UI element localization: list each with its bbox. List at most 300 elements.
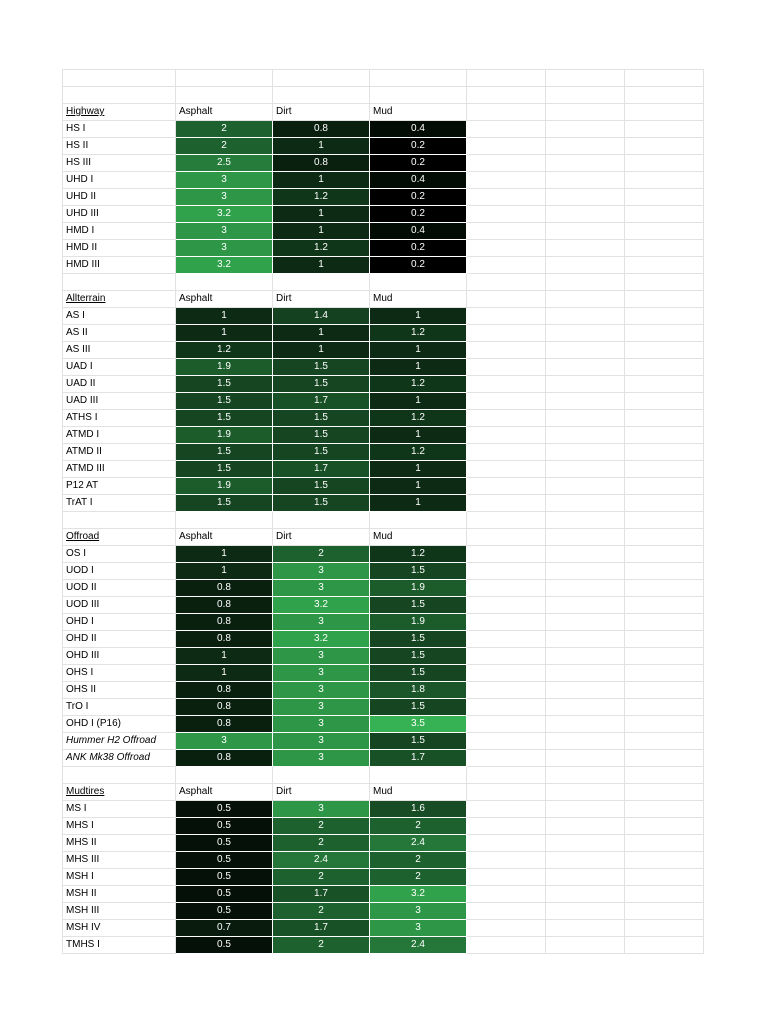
- tire-name[interactable]: OHS II: [63, 682, 176, 699]
- empty-cell[interactable]: [625, 835, 704, 852]
- asphalt-value[interactable]: 0.8: [176, 699, 273, 716]
- empty-cell[interactable]: [467, 478, 546, 495]
- empty-cell[interactable]: [546, 87, 625, 104]
- empty-cell[interactable]: [467, 393, 546, 410]
- tire-name[interactable]: MHS I: [63, 818, 176, 835]
- asphalt-value[interactable]: 0.5: [176, 869, 273, 886]
- asphalt-value[interactable]: 1: [176, 325, 273, 342]
- empty-cell[interactable]: [625, 104, 704, 121]
- dirt-value[interactable]: 3: [273, 801, 370, 818]
- empty-cell[interactable]: [546, 393, 625, 410]
- empty-cell[interactable]: [467, 529, 546, 546]
- mud-value[interactable]: 1.5: [370, 699, 467, 716]
- asphalt-value[interactable]: 1.5: [176, 495, 273, 512]
- empty-cell[interactable]: [625, 206, 704, 223]
- column-header-dirt[interactable]: Dirt: [273, 104, 370, 121]
- tire-name[interactable]: UHD II: [63, 189, 176, 206]
- empty-cell[interactable]: [546, 597, 625, 614]
- empty-cell[interactable]: [625, 257, 704, 274]
- mud-value[interactable]: 1.5: [370, 631, 467, 648]
- asphalt-value[interactable]: 1.9: [176, 427, 273, 444]
- empty-cell[interactable]: [467, 563, 546, 580]
- empty-cell[interactable]: [467, 121, 546, 138]
- mud-value[interactable]: 1.8: [370, 682, 467, 699]
- tire-name[interactable]: TMHS I: [63, 937, 176, 954]
- empty-cell[interactable]: [625, 597, 704, 614]
- tire-name[interactable]: ATHS I: [63, 410, 176, 427]
- empty-cell[interactable]: [625, 818, 704, 835]
- mud-value[interactable]: 1.2: [370, 376, 467, 393]
- dirt-value[interactable]: 3: [273, 563, 370, 580]
- empty-cell[interactable]: [467, 937, 546, 954]
- tire-name[interactable]: ATMD II: [63, 444, 176, 461]
- mud-value[interactable]: 1.5: [370, 597, 467, 614]
- empty-cell[interactable]: [546, 240, 625, 257]
- asphalt-value[interactable]: 3: [176, 733, 273, 750]
- dirt-value[interactable]: 2: [273, 869, 370, 886]
- dirt-value[interactable]: 1.5: [273, 495, 370, 512]
- tire-name[interactable]: HS I: [63, 121, 176, 138]
- empty-cell[interactable]: [273, 87, 370, 104]
- empty-cell[interactable]: [625, 342, 704, 359]
- empty-cell[interactable]: [546, 104, 625, 121]
- tire-name[interactable]: AS I: [63, 308, 176, 325]
- empty-cell[interactable]: [625, 410, 704, 427]
- dirt-value[interactable]: 1: [273, 138, 370, 155]
- empty-cell[interactable]: [546, 274, 625, 291]
- dirt-value[interactable]: 1.5: [273, 444, 370, 461]
- mud-value[interactable]: 0.4: [370, 223, 467, 240]
- empty-cell[interactable]: [467, 546, 546, 563]
- empty-cell[interactable]: [625, 648, 704, 665]
- empty-cell[interactable]: [546, 631, 625, 648]
- section-title[interactable]: Offroad: [63, 529, 176, 546]
- empty-cell[interactable]: [546, 308, 625, 325]
- empty-cell[interactable]: [625, 886, 704, 903]
- empty-cell[interactable]: [63, 274, 176, 291]
- tire-name[interactable]: OHD I: [63, 614, 176, 631]
- dirt-value[interactable]: 2: [273, 937, 370, 954]
- empty-cell[interactable]: [625, 461, 704, 478]
- empty-cell[interactable]: [546, 121, 625, 138]
- asphalt-value[interactable]: 1.5: [176, 444, 273, 461]
- empty-cell[interactable]: [467, 359, 546, 376]
- empty-cell[interactable]: [63, 512, 176, 529]
- empty-cell[interactable]: [546, 869, 625, 886]
- empty-cell[interactable]: [625, 189, 704, 206]
- empty-cell[interactable]: [625, 223, 704, 240]
- mud-value[interactable]: 1: [370, 342, 467, 359]
- dirt-value[interactable]: 1.7: [273, 461, 370, 478]
- empty-cell[interactable]: [467, 665, 546, 682]
- empty-cell[interactable]: [625, 138, 704, 155]
- dirt-value[interactable]: 1: [273, 342, 370, 359]
- mud-value[interactable]: 3.2: [370, 886, 467, 903]
- tire-name[interactable]: TrO I: [63, 699, 176, 716]
- column-header-mud[interactable]: Mud: [370, 784, 467, 801]
- mud-value[interactable]: 2.4: [370, 937, 467, 954]
- section-title[interactable]: Highway: [63, 104, 176, 121]
- dirt-value[interactable]: 1.2: [273, 189, 370, 206]
- empty-cell[interactable]: [546, 478, 625, 495]
- empty-cell[interactable]: [546, 461, 625, 478]
- dirt-value[interactable]: 2: [273, 546, 370, 563]
- asphalt-value[interactable]: 0.5: [176, 852, 273, 869]
- tire-name[interactable]: OHS I: [63, 665, 176, 682]
- empty-cell[interactable]: [625, 716, 704, 733]
- mud-value[interactable]: 0.2: [370, 189, 467, 206]
- tire-name[interactable]: OHD II: [63, 631, 176, 648]
- asphalt-value[interactable]: 2: [176, 138, 273, 155]
- empty-cell[interactable]: [467, 580, 546, 597]
- mud-value[interactable]: 1.5: [370, 665, 467, 682]
- asphalt-value[interactable]: 3: [176, 172, 273, 189]
- dirt-value[interactable]: 1.7: [273, 920, 370, 937]
- tire-name[interactable]: MHS III: [63, 852, 176, 869]
- mud-value[interactable]: 0.2: [370, 138, 467, 155]
- empty-cell[interactable]: [63, 70, 176, 87]
- empty-cell[interactable]: [370, 70, 467, 87]
- asphalt-value[interactable]: 1: [176, 648, 273, 665]
- empty-cell[interactable]: [467, 597, 546, 614]
- tire-name[interactable]: Hummer H2 Offroad: [63, 733, 176, 750]
- column-header-mud[interactable]: Mud: [370, 291, 467, 308]
- dirt-value[interactable]: 1.7: [273, 886, 370, 903]
- empty-cell[interactable]: [546, 529, 625, 546]
- tire-name[interactable]: HS III: [63, 155, 176, 172]
- tire-name[interactable]: UAD II: [63, 376, 176, 393]
- empty-cell[interactable]: [546, 512, 625, 529]
- empty-cell[interactable]: [546, 665, 625, 682]
- asphalt-value[interactable]: 1.5: [176, 410, 273, 427]
- dirt-value[interactable]: 3.2: [273, 597, 370, 614]
- empty-cell[interactable]: [467, 342, 546, 359]
- dirt-value[interactable]: 1: [273, 325, 370, 342]
- empty-cell[interactable]: [467, 444, 546, 461]
- mud-value[interactable]: 1: [370, 495, 467, 512]
- mud-value[interactable]: 1.5: [370, 563, 467, 580]
- empty-cell[interactable]: [467, 70, 546, 87]
- tire-name[interactable]: UAD I: [63, 359, 176, 376]
- tire-name[interactable]: ANK Mk38 Offroad: [63, 750, 176, 767]
- empty-cell[interactable]: [625, 359, 704, 376]
- mud-value[interactable]: 1: [370, 461, 467, 478]
- empty-cell[interactable]: [176, 767, 273, 784]
- asphalt-value[interactable]: 2.5: [176, 155, 273, 172]
- tire-name[interactable]: HMD III: [63, 257, 176, 274]
- dirt-value[interactable]: 3: [273, 699, 370, 716]
- empty-cell[interactable]: [467, 206, 546, 223]
- empty-cell[interactable]: [467, 291, 546, 308]
- mud-value[interactable]: 2.4: [370, 835, 467, 852]
- dirt-value[interactable]: 3: [273, 750, 370, 767]
- dirt-value[interactable]: 3.2: [273, 631, 370, 648]
- tire-name[interactable]: HMD I: [63, 223, 176, 240]
- empty-cell[interactable]: [467, 682, 546, 699]
- empty-cell[interactable]: [273, 512, 370, 529]
- mud-value[interactable]: 1.2: [370, 410, 467, 427]
- empty-cell[interactable]: [467, 614, 546, 631]
- empty-cell[interactable]: [625, 478, 704, 495]
- asphalt-value[interactable]: 0.8: [176, 716, 273, 733]
- tire-name[interactable]: AS III: [63, 342, 176, 359]
- empty-cell[interactable]: [273, 767, 370, 784]
- mud-value[interactable]: 0.2: [370, 257, 467, 274]
- column-header-dirt[interactable]: Dirt: [273, 784, 370, 801]
- tire-name[interactable]: HMD II: [63, 240, 176, 257]
- empty-cell[interactable]: [546, 886, 625, 903]
- tire-name[interactable]: AS II: [63, 325, 176, 342]
- empty-cell[interactable]: [467, 801, 546, 818]
- empty-cell[interactable]: [63, 767, 176, 784]
- empty-cell[interactable]: [625, 665, 704, 682]
- tire-name[interactable]: P12 AT: [63, 478, 176, 495]
- asphalt-value[interactable]: 0.5: [176, 937, 273, 954]
- tire-name[interactable]: UOD III: [63, 597, 176, 614]
- empty-cell[interactable]: [176, 512, 273, 529]
- empty-cell[interactable]: [625, 121, 704, 138]
- empty-cell[interactable]: [546, 359, 625, 376]
- asphalt-value[interactable]: 0.8: [176, 631, 273, 648]
- dirt-value[interactable]: 1.5: [273, 410, 370, 427]
- asphalt-value[interactable]: 1.9: [176, 359, 273, 376]
- empty-cell[interactable]: [546, 376, 625, 393]
- empty-cell[interactable]: [467, 87, 546, 104]
- empty-cell[interactable]: [467, 410, 546, 427]
- empty-cell[interactable]: [546, 801, 625, 818]
- dirt-value[interactable]: 1.5: [273, 478, 370, 495]
- dirt-value[interactable]: 3: [273, 648, 370, 665]
- dirt-value[interactable]: 1.5: [273, 376, 370, 393]
- tire-name[interactable]: OHD III: [63, 648, 176, 665]
- mud-value[interactable]: 1.9: [370, 614, 467, 631]
- empty-cell[interactable]: [546, 733, 625, 750]
- dirt-value[interactable]: 1.2: [273, 240, 370, 257]
- asphalt-value[interactable]: 0.8: [176, 682, 273, 699]
- tire-name[interactable]: MSH III: [63, 903, 176, 920]
- tire-name[interactable]: HS II: [63, 138, 176, 155]
- empty-cell[interactable]: [625, 801, 704, 818]
- empty-cell[interactable]: [467, 869, 546, 886]
- asphalt-value[interactable]: 0.5: [176, 801, 273, 818]
- dirt-value[interactable]: 1: [273, 206, 370, 223]
- empty-cell[interactable]: [625, 376, 704, 393]
- empty-cell[interactable]: [625, 784, 704, 801]
- mud-value[interactable]: 3: [370, 903, 467, 920]
- empty-cell[interactable]: [370, 512, 467, 529]
- empty-cell[interactable]: [467, 852, 546, 869]
- empty-cell[interactable]: [625, 699, 704, 716]
- empty-cell[interactable]: [546, 614, 625, 631]
- mud-value[interactable]: 1: [370, 478, 467, 495]
- empty-cell[interactable]: [467, 325, 546, 342]
- empty-cell[interactable]: [176, 70, 273, 87]
- asphalt-value[interactable]: 1: [176, 546, 273, 563]
- empty-cell[interactable]: [625, 172, 704, 189]
- dirt-value[interactable]: 1.5: [273, 427, 370, 444]
- mud-value[interactable]: 1.2: [370, 325, 467, 342]
- asphalt-value[interactable]: 0.8: [176, 750, 273, 767]
- tire-name[interactable]: ATMD III: [63, 461, 176, 478]
- empty-cell[interactable]: [467, 835, 546, 852]
- empty-cell[interactable]: [546, 427, 625, 444]
- empty-cell[interactable]: [467, 376, 546, 393]
- asphalt-value[interactable]: 1.5: [176, 393, 273, 410]
- section-title[interactable]: Mudtires: [63, 784, 176, 801]
- empty-cell[interactable]: [546, 189, 625, 206]
- empty-cell[interactable]: [467, 138, 546, 155]
- mud-value[interactable]: 0.4: [370, 121, 467, 138]
- empty-cell[interactable]: [370, 274, 467, 291]
- asphalt-value[interactable]: 2: [176, 121, 273, 138]
- asphalt-value[interactable]: 1: [176, 665, 273, 682]
- empty-cell[interactable]: [467, 631, 546, 648]
- empty-cell[interactable]: [546, 784, 625, 801]
- asphalt-value[interactable]: 3: [176, 189, 273, 206]
- column-header-asphalt[interactable]: Asphalt: [176, 291, 273, 308]
- mud-value[interactable]: 1.5: [370, 648, 467, 665]
- empty-cell[interactable]: [467, 903, 546, 920]
- tire-name[interactable]: UAD III: [63, 393, 176, 410]
- tire-name[interactable]: MSH II: [63, 886, 176, 903]
- asphalt-value[interactable]: 1: [176, 563, 273, 580]
- tire-name[interactable]: TrAT I: [63, 495, 176, 512]
- empty-cell[interactable]: [467, 427, 546, 444]
- empty-cell[interactable]: [467, 274, 546, 291]
- empty-cell[interactable]: [625, 733, 704, 750]
- empty-cell[interactable]: [546, 172, 625, 189]
- empty-cell[interactable]: [625, 240, 704, 257]
- empty-cell[interactable]: [625, 631, 704, 648]
- empty-cell[interactable]: [625, 274, 704, 291]
- asphalt-value[interactable]: 3.2: [176, 206, 273, 223]
- empty-cell[interactable]: [467, 223, 546, 240]
- mud-value[interactable]: 1.2: [370, 444, 467, 461]
- asphalt-value[interactable]: 0.5: [176, 818, 273, 835]
- empty-cell[interactable]: [625, 155, 704, 172]
- empty-cell[interactable]: [625, 393, 704, 410]
- empty-cell[interactable]: [546, 155, 625, 172]
- empty-cell[interactable]: [467, 461, 546, 478]
- mud-value[interactable]: 2: [370, 869, 467, 886]
- empty-cell[interactable]: [546, 920, 625, 937]
- empty-cell[interactable]: [546, 580, 625, 597]
- mud-value[interactable]: 2: [370, 818, 467, 835]
- mud-value[interactable]: 1.5: [370, 733, 467, 750]
- dirt-value[interactable]: 3: [273, 716, 370, 733]
- dirt-value[interactable]: 3: [273, 580, 370, 597]
- tire-name[interactable]: MSH I: [63, 869, 176, 886]
- empty-cell[interactable]: [546, 767, 625, 784]
- column-header-asphalt[interactable]: Asphalt: [176, 104, 273, 121]
- asphalt-value[interactable]: 0.8: [176, 614, 273, 631]
- empty-cell[interactable]: [546, 750, 625, 767]
- mud-value[interactable]: 0.2: [370, 206, 467, 223]
- asphalt-value[interactable]: 0.7: [176, 920, 273, 937]
- mud-value[interactable]: 0.2: [370, 240, 467, 257]
- dirt-value[interactable]: 2: [273, 818, 370, 835]
- asphalt-value[interactable]: 1.5: [176, 376, 273, 393]
- mud-value[interactable]: 1: [370, 427, 467, 444]
- mud-value[interactable]: 1.6: [370, 801, 467, 818]
- empty-cell[interactable]: [625, 291, 704, 308]
- dirt-value[interactable]: 1.5: [273, 359, 370, 376]
- empty-cell[interactable]: [546, 682, 625, 699]
- tire-name[interactable]: UHD I: [63, 172, 176, 189]
- empty-cell[interactable]: [546, 716, 625, 733]
- empty-cell[interactable]: [625, 869, 704, 886]
- dirt-value[interactable]: 1: [273, 172, 370, 189]
- empty-cell[interactable]: [467, 155, 546, 172]
- empty-cell[interactable]: [546, 563, 625, 580]
- empty-cell[interactable]: [273, 274, 370, 291]
- empty-cell[interactable]: [370, 87, 467, 104]
- tire-name[interactable]: MS I: [63, 801, 176, 818]
- dirt-value[interactable]: 3: [273, 665, 370, 682]
- empty-cell[interactable]: [625, 495, 704, 512]
- empty-cell[interactable]: [546, 903, 625, 920]
- empty-cell[interactable]: [546, 70, 625, 87]
- dirt-value[interactable]: 0.8: [273, 155, 370, 172]
- column-header-dirt[interactable]: Dirt: [273, 291, 370, 308]
- empty-cell[interactable]: [546, 937, 625, 954]
- dirt-value[interactable]: 2: [273, 835, 370, 852]
- dirt-value[interactable]: 0.8: [273, 121, 370, 138]
- tire-name[interactable]: UHD III: [63, 206, 176, 223]
- mud-value[interactable]: 0.2: [370, 155, 467, 172]
- dirt-value[interactable]: 2.4: [273, 852, 370, 869]
- empty-cell[interactable]: [467, 716, 546, 733]
- dirt-value[interactable]: 1: [273, 257, 370, 274]
- empty-cell[interactable]: [625, 529, 704, 546]
- empty-cell[interactable]: [625, 325, 704, 342]
- empty-cell[interactable]: [467, 920, 546, 937]
- empty-cell[interactable]: [273, 70, 370, 87]
- empty-cell[interactable]: [546, 495, 625, 512]
- mud-value[interactable]: 1.9: [370, 580, 467, 597]
- empty-cell[interactable]: [467, 495, 546, 512]
- mud-value[interactable]: 3: [370, 920, 467, 937]
- empty-cell[interactable]: [467, 784, 546, 801]
- empty-cell[interactable]: [546, 546, 625, 563]
- empty-cell[interactable]: [467, 648, 546, 665]
- mud-value[interactable]: 1.7: [370, 750, 467, 767]
- empty-cell[interactable]: [546, 410, 625, 427]
- asphalt-value[interactable]: 1.5: [176, 461, 273, 478]
- empty-cell[interactable]: [467, 818, 546, 835]
- empty-cell[interactable]: [625, 580, 704, 597]
- tire-name[interactable]: ATMD I: [63, 427, 176, 444]
- empty-cell[interactable]: [625, 546, 704, 563]
- column-header-mud[interactable]: Mud: [370, 529, 467, 546]
- empty-cell[interactable]: [467, 257, 546, 274]
- dirt-value[interactable]: 2: [273, 903, 370, 920]
- mud-value[interactable]: 3.5: [370, 716, 467, 733]
- empty-cell[interactable]: [176, 87, 273, 104]
- asphalt-value[interactable]: 0.5: [176, 886, 273, 903]
- empty-cell[interactable]: [467, 750, 546, 767]
- empty-cell[interactable]: [467, 699, 546, 716]
- empty-cell[interactable]: [625, 920, 704, 937]
- column-header-asphalt[interactable]: Asphalt: [176, 529, 273, 546]
- tire-name[interactable]: MHS II: [63, 835, 176, 852]
- empty-cell[interactable]: [625, 903, 704, 920]
- empty-cell[interactable]: [467, 886, 546, 903]
- column-header-dirt[interactable]: Dirt: [273, 529, 370, 546]
- mud-value[interactable]: 2: [370, 852, 467, 869]
- empty-cell[interactable]: [467, 172, 546, 189]
- empty-cell[interactable]: [625, 937, 704, 954]
